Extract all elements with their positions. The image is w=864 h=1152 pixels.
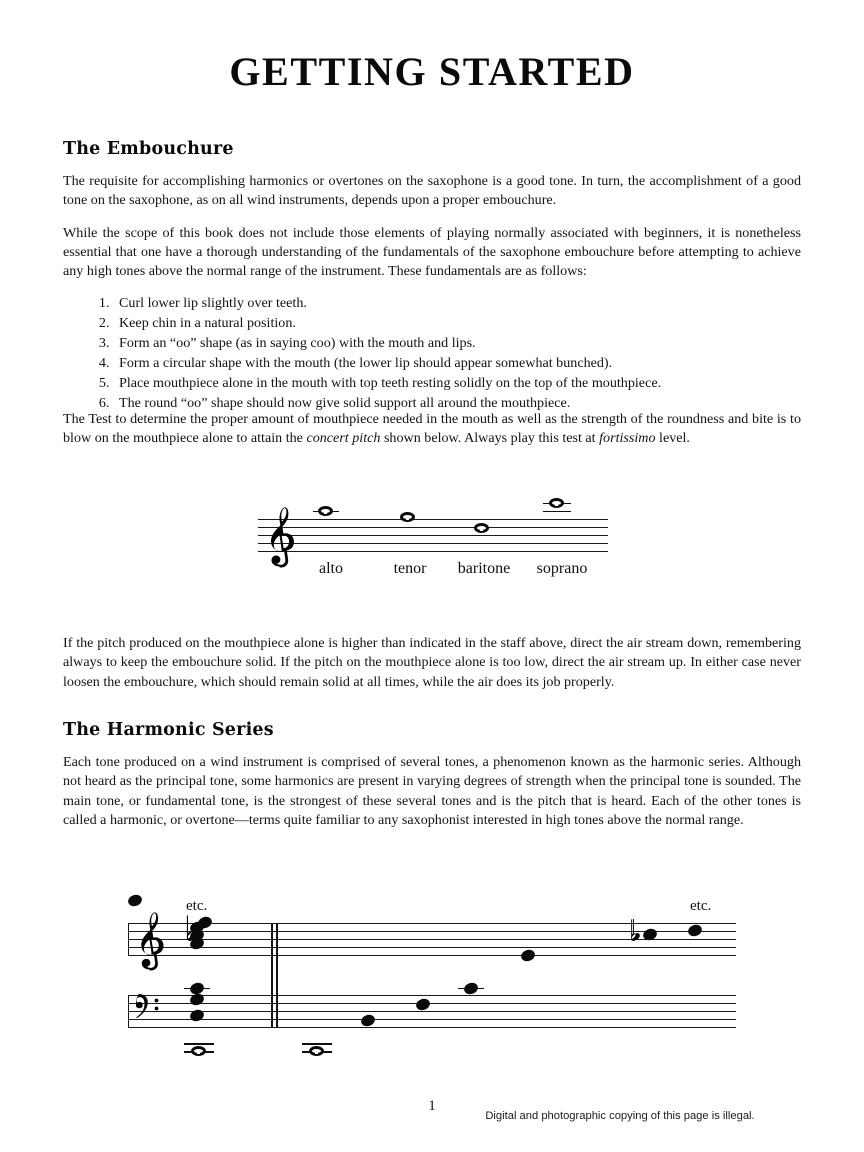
system-barline-left-bass (128, 995, 129, 1028)
staff-line (258, 519, 608, 520)
bass-clef-icon (136, 992, 164, 1022)
list-item: 5. Place mouthpiece alone in the mouth with top teeth resting solidly on the top of the mouthpiece. (113, 374, 801, 393)
test-text-part-1: The Test to determine the proper amount of mouthpiece needed in the mouth as well as the strength of the roundness and bite is to blow on the mouthpiece alone to attain the (63, 411, 801, 447)
note-baritone (474, 523, 489, 533)
list-item: 3. Form an “oo” shape (as in saying coo) with the mouth and lips. (113, 334, 801, 353)
label-baritone: baritone (457, 560, 511, 577)
ledger-line (184, 1043, 214, 1045)
music-example-harmonic-series (128, 895, 736, 1065)
list-item: 1. Curl lower lip slightly over teeth. (113, 294, 801, 313)
ledger-line (302, 1043, 332, 1045)
double-barline-1 (271, 923, 273, 1028)
label-tenor: tenor (393, 560, 427, 577)
etc-label-left: etc. (186, 898, 208, 914)
fundamental-note-system-1 (191, 1046, 206, 1056)
copyright-notice: Digital and photographic copying of this page is illegal. (485, 1110, 755, 1122)
section-embouchure (63, 139, 801, 414)
paragraph-harmonic-series-1: Each tone produced on a wind instrument is comprised of several tones, a phenomenon known as the harmonic series. Although not heard as the principal tone, some harmonics are present in varying degrees of strength when the principal tone is sounded. The main tone, or fundamental tone, is the strongest of these several tones and is the pitch that is heard. Each of the other tones is called a harmonic, or overtone—terms quite familiar to any saxophonist interested in high tones above the normal range. (63, 754, 801, 828)
treble-clef-icon (264, 506, 294, 568)
staff-line (128, 1019, 736, 1020)
double-barline-2 (276, 923, 278, 1028)
staff-line (258, 551, 608, 552)
test-text-part-3: level. (655, 430, 690, 447)
test-text-italic-fortissimo: fortissimo (599, 430, 656, 447)
flat-accidental-icon-2 (630, 919, 641, 941)
page-title: GETTING STARTED (229, 49, 635, 94)
paragraph-test-wrapper (63, 410, 801, 449)
label-alto: alto (319, 560, 343, 577)
note-soprano (549, 498, 564, 508)
staff-line (128, 1003, 736, 1004)
staff-line (128, 1027, 736, 1028)
paragraph-after-staff-wrapper (63, 634, 801, 692)
list-item: 4. Form a circular shape with the mouth (the lower lip should appear somewhat bunched). (113, 354, 801, 373)
page-number: 1 (428, 1098, 436, 1114)
note-tenor (400, 512, 415, 522)
staff-line (258, 535, 608, 536)
paragraph-after-staff: If the pitch produced on the mouthpiece alone is higher than indicated in the staff above, direct the air stream down, remembering always to keep the embouchure solid. If the pitch on the mouthpiece alone is too low, direct the air stream up. In either case never loosen the embouchure, which should remain solid at all times, while the air does its job properly. (63, 635, 801, 690)
staff-line (258, 543, 608, 544)
staff-line (128, 995, 736, 996)
music-example-concert-pitch (258, 490, 608, 585)
section-heading-embouchure: The Embouchure (63, 139, 234, 159)
paragraph-embouchure-1: The requisite for accomplishing harmonics or overtones on the saxophone is a good tone. In turn, the accomplishment of a good tone on the saxophone, as on all wind instruments, depends upon a proper embouchure. (63, 173, 801, 209)
label-soprano: soprano (536, 560, 588, 577)
section-heading-harmonic-series: The Harmonic Series (63, 720, 274, 740)
list-item: 6. The round “oo” shape should now give solid support all around the mouthpiece. (113, 394, 801, 413)
test-text-italic-concert-pitch: concert pitch (306, 430, 381, 447)
staff-line (128, 1011, 736, 1012)
section-harmonic-series (63, 720, 801, 830)
paragraph-test (63, 410, 801, 449)
ledger-line (543, 511, 571, 513)
staff-line (258, 527, 608, 528)
staff-bass-lower (128, 895, 736, 1065)
test-text-part-2: shown below. Always play this test at (380, 430, 600, 447)
treble-clef-icon (134, 911, 164, 971)
system-barline-left-treble (128, 923, 129, 956)
embouchure-steps-list (63, 294, 801, 412)
etc-label-right: etc. (690, 898, 712, 914)
paragraph-embouchure-2: While the scope of this book does not include those elements of playing normally associated with beginners, it is nonetheless essential that one have a thorough understanding of the fundamentals of the saxophone embouchure before attempting to achieve any high tones above the normal range of the instrument. These fundamentals are as follows: (63, 224, 801, 280)
note-alto (318, 506, 333, 516)
list-item: 2. Keep chin in a natural position. (113, 314, 801, 333)
fundamental-note-system-2 (309, 1046, 324, 1056)
